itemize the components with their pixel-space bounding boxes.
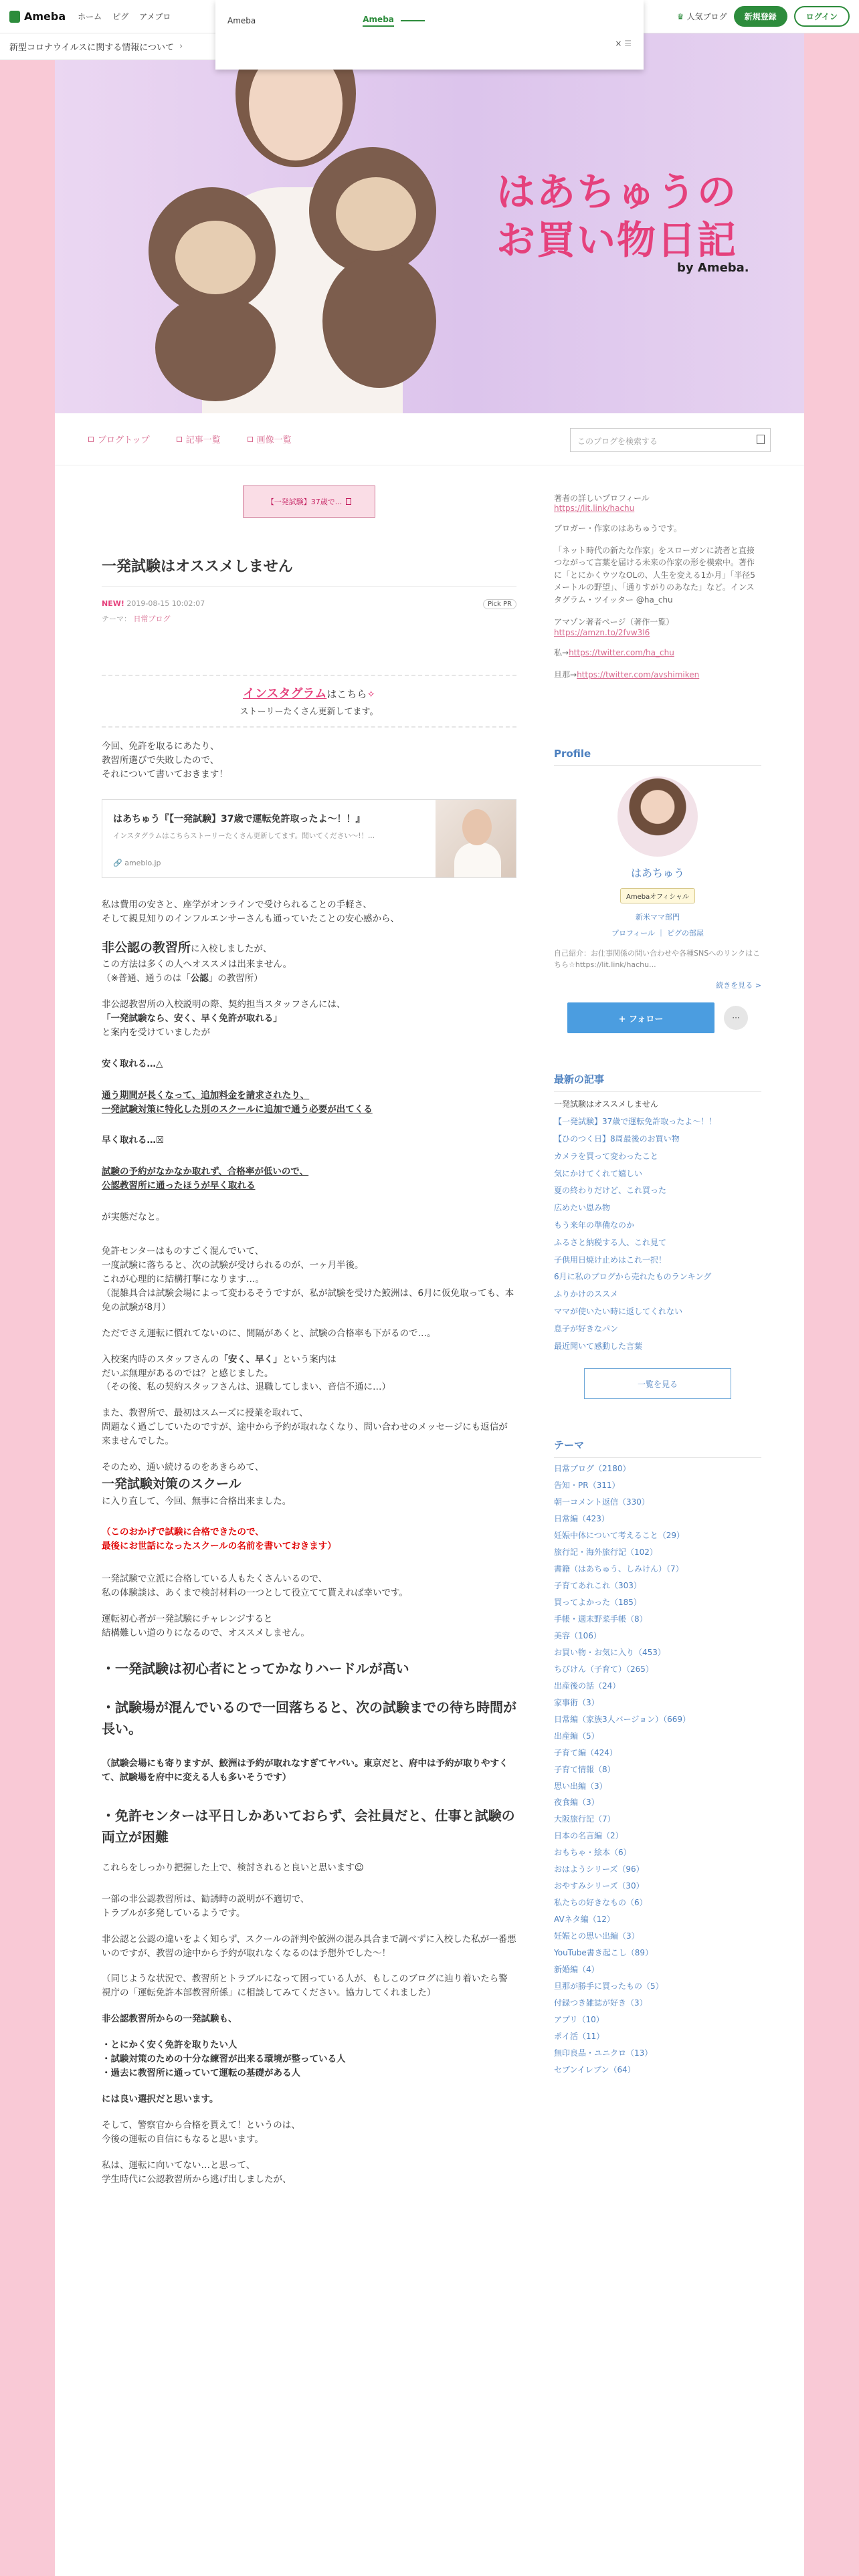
theme-item[interactable]: AVネタ編（12） — [554, 1915, 615, 1925]
theme-item[interactable]: 妊娠との思い出編（3） — [554, 1931, 640, 1941]
embedded-link-card[interactable] — [102, 799, 516, 878]
paragraph-2 — [102, 898, 516, 926]
theme-item[interactable]: セブンイレブン（64） — [554, 2064, 636, 2074]
popup-underline — [401, 20, 425, 21]
signup-button[interactable]: 新規登録 — [734, 6, 787, 27]
text-line: 今後の運転の自信にもなると思います。 — [102, 2133, 264, 2145]
thumb-body — [454, 843, 501, 877]
cheap-heading: 安く取れる…△ — [102, 1058, 163, 1069]
instagram-link[interactable]: インスタグラム — [243, 687, 327, 701]
nav-ameblo[interactable]: アメブロ — [139, 12, 171, 21]
text-line: 非公認教習所の入校説明の際、契約担当スタッフさんには、 — [102, 998, 346, 1010]
cheap-detail — [102, 1089, 516, 1117]
profile-name[interactable]: はあちゅう — [630, 867, 684, 880]
text-line: 一発試験で立派に合格している人もたくさんいるので、 — [102, 1574, 328, 1585]
theme-item[interactable]: 日本の名言編（2） — [554, 1831, 624, 1841]
paragraph-18 — [102, 2119, 516, 2147]
header-actions — [677, 6, 850, 27]
text-line: 私は、運転に向いてない…と思って、 — [102, 2159, 256, 2171]
recent-article[interactable]: 【一発試験】37歳で運転免許取ったよ〜！！ — [554, 1117, 717, 1127]
close-icon: × — [615, 39, 622, 48]
theme-item[interactable]: 大阪旅行記（7） — [554, 1814, 615, 1824]
text-span: 入校案内時のスタッフさんの — [102, 1354, 219, 1365]
menu-lines-icon: ☰ — [624, 39, 632, 48]
popup-ameba-label: Ameba — [227, 16, 256, 25]
theme-item[interactable]: 子育てあれこれ（303） — [554, 1581, 642, 1591]
text-line: だいぶ無理があるのでは？と感じました。 — [102, 1368, 274, 1379]
text-line: 私の体験談は、あくまで検討材料の一つとして役立てて貰えれば幸いです。 — [102, 1588, 408, 1599]
text-line: そして、警察官から合格を貰えて！というのは、 — [102, 2119, 300, 2131]
ameba-logo[interactable] — [9, 10, 66, 23]
list-item: ・試験対策のための十分な練習が出来る環境が整っている人 — [102, 2054, 346, 2065]
text-span: という案内は — [282, 1354, 337, 1365]
list-item: ・過去に教習所に通っていて運転の基礎がある人 — [102, 2068, 300, 2079]
emphasis-test-school: 一発試験対策のスクール — [102, 1477, 242, 1492]
text-line: に入り直して、今回、無事に合格出来ました。 — [102, 1495, 292, 1507]
red-note — [102, 1525, 516, 1553]
text-line: と案内を受けていましたが — [102, 1027, 210, 1038]
article-theme — [102, 613, 516, 624]
sidebar-twitter — [554, 647, 761, 659]
text-line-underline: 公認教習所に通ったほうが早く取れる — [102, 1180, 256, 1192]
paragraph-3 — [102, 938, 516, 986]
new-badge: NEW! — [102, 599, 124, 608]
subnav-image-list-label: 画像一覧 — [256, 435, 292, 445]
theme-item[interactable]: 手帳・週末野菜手帳（8） — [554, 1614, 648, 1624]
paragraph-15: （同じような状況で、教習所とトラブルになって困っている人が、もしこのブログに辿り着いたら警視庁の「運転免許本部教習所係」に相談してみてください。協力してくれました） — [102, 1973, 508, 1999]
blog-search-placeholder: このブログを検索する — [577, 437, 658, 446]
paragraph-intro — [102, 740, 516, 782]
subnav-blog-top[interactable] — [88, 433, 150, 445]
paragraph-10 — [102, 1572, 516, 1600]
text-span: （※普通、通うのは「 — [102, 972, 191, 984]
ameba-logo-text: Ameba — [24, 10, 66, 23]
paragraph-11 — [102, 1612, 516, 1640]
popular-blogs-label: 人気ブログ — [686, 12, 727, 21]
text-line: そのため、通い続けるのをあきらめて、 — [102, 1462, 264, 1473]
sparkle-icon: ✧ — [367, 688, 375, 700]
paragraph-14: 非公認と公認の違いをよく知らず、スクールの評判や鮫洲の混み具合まで調べずに入校した私が一番悪いのですが、教習の途中から予約が取れなくなるのは予想外でした〜！ — [102, 1933, 516, 1959]
theme-item[interactable]: 子育て編（424） — [554, 1747, 617, 1757]
text-line: （その後、私の契約スタッフさんは、退職してしまい、音信不通に…） — [102, 1382, 391, 1393]
paragraph-6: ただでさえ運転に慣れてないのに、間隔があくと、試験の合格率も下がるので…。 — [102, 1327, 436, 1339]
theme-item[interactable]: 書籍（はあちゅう、しみけん）（7） — [554, 1564, 684, 1574]
paragraph-19 — [102, 2159, 516, 2187]
text-line: 今回、免許を取るにあたり、 — [102, 741, 219, 752]
theme-item[interactable]: 旦那が勝手に買ったもの（5） — [554, 1981, 664, 1991]
husband-prefix: 旦那→ — [554, 669, 577, 679]
nav-pigg[interactable]: ピグ — [112, 12, 129, 21]
profile-category[interactable]: 新米ママ部門 — [636, 913, 680, 922]
square-icon — [177, 437, 182, 442]
popup-close-button[interactable] — [615, 39, 632, 48]
theme-item[interactable]: お買い物・お気に入り（453） — [554, 1647, 666, 1657]
search-icon[interactable] — [757, 435, 765, 444]
point-heading-3: ・免許センターは平日しかあいておらず、会社員だと、仕事と試験の両立が困難 — [102, 1807, 515, 1845]
theme-item[interactable]: 思い出編（3） — [554, 1781, 607, 1791]
article-meta — [102, 599, 516, 609]
text-line: トラブルが多発しているようです。 — [102, 1907, 246, 1919]
banner-title-line1: はあちゅうの — [496, 169, 738, 215]
recent-article[interactable]: 一発試験はオススメしません — [554, 1099, 658, 1109]
theme-item[interactable]: 夜食編（3） — [554, 1798, 599, 1808]
sidebar-about: 著者の詳しいプロフィール — [554, 494, 650, 503]
recent-article[interactable]: ふりかけのススメ — [554, 1289, 619, 1299]
paragraph-17: には良い選択だと思います。 — [102, 2093, 219, 2105]
paragraph-12: これらをしっかり把握した上で、検討されると良いと思います☺ — [102, 1862, 364, 1873]
text-line-underline: 通う期間が長くなって、追加料金を請求されたり、 — [102, 1089, 310, 1101]
recent-article[interactable]: 6月に私のブログから売れたものランキング — [554, 1272, 712, 1282]
reality-text: が実態だなと。 — [102, 1212, 165, 1223]
recent-article[interactable]: 子供用日焼け止めはこれ一択！ — [554, 1255, 667, 1265]
twitter-link[interactable]: https://twitter.com/ha_chu — [569, 648, 674, 658]
theme-item[interactable]: おやすみシリーズ（30） — [554, 1881, 644, 1891]
paragraph-5 — [102, 1245, 516, 1315]
theme-item[interactable]: アプリ（10） — [554, 2014, 604, 2024]
fast-detail — [102, 1165, 516, 1193]
paragraph-13 — [102, 1893, 516, 1921]
text-line-underline: 一発試験対策に特化した別のスクールに追加で通う必要が出てくる — [102, 1103, 373, 1115]
banner-title-line2: お買い物日記 — [496, 217, 738, 263]
pick-pr-button[interactable]: Pick PR — [483, 599, 516, 609]
text-line: 一部の非公認教習所は、勧誘時の説明が不適切で、 — [102, 1893, 310, 1905]
text-line: 教習所選びで失敗したので、 — [102, 754, 219, 766]
more-options-button[interactable]: ··· — [724, 1006, 748, 1030]
theme-link[interactable]: 日常ブログ — [133, 615, 171, 623]
instagram-suffix: はこちら — [326, 688, 367, 700]
husband-link[interactable]: https://twitter.com/avshimiken — [577, 669, 700, 679]
pr-article-label: 【一発試験】37歳で... — [266, 498, 343, 506]
link-card-desc: インスタグラムはこちらストーリーたくさん更新してます。聞いてください〜!！... — [113, 831, 375, 840]
theme-item[interactable]: 旅行記・海外旅行記（102） — [554, 1547, 658, 1558]
blog-sidebar — [554, 492, 761, 2078]
text-line: （混雑具合は試験会場によって変わるそうですが、私が試験を受けた鮫洲は、6月に仮免取っても、本免の試験が8月） — [102, 1287, 514, 1313]
recent-article[interactable]: ふるさと納税する人、これ見て — [554, 1237, 667, 1247]
profile-description: 自己紹介：お仕事関係の問い合わせや各種SNSへのリンクはこちら☆https://lit.link/hachu... — [554, 949, 760, 970]
text-span: 」の教習所） — [208, 972, 263, 984]
theme-item[interactable]: 妊娠中体について考えること（29） — [554, 1531, 685, 1541]
subnav-entry-list-label: 記事一覧 — [185, 435, 221, 445]
sidebar-intro1: ブロガー・作家のはあちゅうです。 — [554, 524, 682, 533]
login-button[interactable]: ログイン — [794, 6, 850, 27]
external-link-icon — [346, 498, 351, 505]
theme-item[interactable]: 新婚編（4） — [554, 1964, 599, 1974]
paragraph-16: 非公認教習所からの一発試験も、 — [102, 2014, 237, 2025]
popular-blogs-link[interactable] — [677, 11, 727, 22]
sidebar-intro2: 「ネット時代の新たな作家」をスローガンに読者と直接つながって言葉を届ける未来の作家の形を模索中。著作に「とにかくウツなOLの、人生を変える1か月」「半径5メートルの野望」、「通りすがりのあなた」など。インスタグラム・ツイッター @ha_chu — [554, 545, 755, 605]
blog-subnav — [55, 413, 804, 465]
subnav-image-list[interactable] — [248, 433, 292, 445]
monkey-plush-right-face — [336, 177, 416, 251]
recent-article[interactable]: 最近聞いて感動した言葉 — [554, 1341, 643, 1351]
recent-articles-list — [554, 1096, 761, 1355]
text-span-bold: 公認 — [190, 972, 209, 984]
recent-article[interactable]: カメラを買って変わったこと — [554, 1151, 658, 1161]
instagram-callout — [102, 675, 516, 728]
sidebar-amazon: アマゾン著者ページ（著作一覧） — [554, 617, 674, 627]
link-card-title: はあちゅう『【一発試験】37歳で運転免許取ったよ〜！！』 — [113, 813, 365, 825]
main-content-area — [55, 465, 804, 2576]
emphasis-unofficial-school: 非公認の教習所 — [102, 940, 191, 955]
subnav-entry-list[interactable] — [177, 433, 221, 445]
text-span-bold: 「安く、早く」 — [219, 1354, 282, 1365]
theme-item[interactable]: 子育て情報（8） — [554, 1764, 615, 1774]
profile-avatar[interactable] — [617, 776, 698, 857]
view-all-button[interactable]: 一覧を見る — [584, 1368, 731, 1399]
text-line: 一度試験に落ちると、次の試験が受けられるのが、一ヶ月半後。 — [102, 1260, 364, 1271]
thumb-face — [462, 809, 492, 845]
follow-row — [567, 1002, 761, 1033]
theme-item[interactable]: 家事術（3） — [554, 1697, 599, 1707]
twitter-prefix: 私→ — [554, 648, 569, 658]
pr-article-button[interactable] — [243, 486, 375, 518]
nav-home[interactable]: ホーム — [78, 12, 102, 21]
paragraph-9 — [102, 1461, 516, 1508]
instagram-line2: ストーリーたくさん更新してます。 — [240, 707, 379, 717]
recent-article[interactable]: 気にかけてくれて嬉しい — [554, 1168, 643, 1178]
theme-item[interactable]: 告知・PR（311） — [554, 1481, 620, 1491]
theme-section-title: テーマ — [554, 1438, 761, 1458]
covid-notice-text: 新型コロナウイルスに関する情報について — [9, 43, 174, 53]
profile-link[interactable]: プロフィール — [611, 929, 655, 938]
recent-article[interactable]: 【ひのつく日】8周最後のお買い物 — [554, 1134, 680, 1144]
theme-label: テーマ： — [102, 615, 131, 623]
theme-item[interactable]: おはようシリーズ（96） — [554, 1864, 644, 1874]
link-card-domain-text: ameblo.jp — [124, 858, 161, 867]
theme-item[interactable]: ポイ活（11） — [554, 2031, 605, 2041]
theme-item[interactable]: 買ってよかった（185） — [554, 1598, 642, 1608]
text-line: また、教習所で、最初はスムーズに授業を取れて、 — [102, 1408, 308, 1419]
text-line: 学生時代に公認教習所から逃げ出しましたが、 — [102, 2173, 292, 2185]
theme-item[interactable]: おもちゃ・絵本（6） — [554, 1848, 632, 1858]
theme-list — [554, 1461, 761, 2078]
theme-item[interactable]: 出産編（5） — [554, 1731, 599, 1741]
theme-item[interactable]: 出産後の話（24） — [554, 1681, 621, 1691]
text-line-bold: 「一発試験なら、安く、早く免許が取れる」 — [102, 1012, 282, 1024]
square-icon — [248, 437, 253, 442]
monkey-plush-left-face — [175, 221, 256, 294]
dropdown-popup — [215, 0, 644, 70]
banner-by-ameba: by Ameba. — [677, 261, 749, 275]
text-span: に入校しましたが、 — [191, 943, 272, 954]
paragraph-4 — [102, 998, 516, 1040]
article-title: 一発試験はオススメしません — [102, 555, 516, 587]
popup-ameba-tab[interactable]: Ameba — [363, 15, 394, 27]
link-card-thumbnail — [436, 800, 516, 877]
text-line: これが心理的に結構打撃になります…。 — [102, 1273, 264, 1285]
subnav-blog-top-label: ブログトップ — [98, 435, 150, 445]
square-icon — [88, 437, 94, 442]
text-line: それについて書いておきます！ — [102, 768, 228, 780]
recommend-list — [102, 2038, 516, 2080]
blog-header-banner[interactable] — [55, 33, 804, 413]
article-datetime: 2019-08-15 10:02:07 — [126, 599, 205, 608]
recent-article[interactable]: 広めたい恩み物 — [554, 1203, 611, 1213]
blog-search-input[interactable] — [570, 428, 771, 452]
list-item: ・とにかく安く免許を取りたい人 — [102, 2040, 237, 2051]
link-card-domain — [113, 859, 161, 867]
theme-item[interactable]: 日常編（423） — [554, 1514, 609, 1524]
recent-section-title: 最新の記事 — [554, 1072, 761, 1092]
monkey-plush-right-body — [322, 254, 436, 388]
text-line: 運転初心者が一発試験にチャレンジすると — [102, 1614, 273, 1625]
official-badge: Amebaオフィシャル — [620, 888, 695, 903]
red-note-line: 最後にお世話になったスクールの名前を書いておきます） — [102, 1541, 337, 1552]
theme-item[interactable]: 無印良品・ユニクロ（13） — [554, 2048, 653, 2058]
point-heading-1: ・一発試験は初心者にとってかなりハードルが高い — [102, 1660, 409, 1677]
recent-article[interactable]: もう来年の準備なのか — [554, 1220, 635, 1230]
point-note-2: （試験会場にも寄りますが、鮫洲は予約が取れなすぎてヤバい。東京だと、府中は予約が取りやすくて、試験場を府中に変える人も多いそうです） — [102, 1757, 508, 1783]
paragraph-7 — [102, 1353, 516, 1395]
recent-article[interactable]: 息子が好きなパン — [554, 1323, 619, 1333]
text-line: 免許センターはものすごく混んでいて、 — [102, 1246, 264, 1257]
chevron-right-icon: › — [179, 41, 183, 51]
pigg-room-link[interactable]: ピグの部屋 — [666, 929, 704, 938]
ameba-logo-icon — [9, 11, 20, 23]
text-line: 結構難しい道のりになるので、オススメしません。 — [102, 1628, 310, 1639]
text-line: 問題なく過ごしていたのですが、途中から予約が取れなくなり、問い合わせのメッセージにも返信が来ませんでした。 — [102, 1422, 508, 1447]
text-line: そして親見知りのインフルエンサーさんも通っていたことの安心感から、 — [102, 913, 399, 924]
monkey-plush-left-body — [155, 294, 276, 401]
recent-article[interactable]: ママが使いたい時に返してくれない — [554, 1307, 683, 1316]
link-icon: 🔗 — [113, 858, 122, 867]
sidebar-husband — [554, 669, 761, 681]
text-line: 私は費用の安さと、座学がオンラインで受けられることの手軽さ、 — [102, 899, 373, 910]
follow-button[interactable]: + フォロー — [567, 1002, 714, 1033]
point-heading-2: ・試験場が混んでいるので一回落ちると、次の試験までの待ち時間が長い。 — [102, 1699, 516, 1737]
text-line-underline: 試験の予約がなかなか取れず、合格率が低いので、 — [102, 1166, 309, 1178]
paragraph-8 — [102, 1406, 516, 1448]
covid-notice-bar[interactable] — [0, 33, 227, 60]
red-note-line: （このおかげで試験に合格できたので、 — [102, 1527, 264, 1538]
sidebar-about-link[interactable]: https://lit.link/hachu — [554, 504, 635, 513]
theme-item[interactable]: 日常編（家族3人バージョン）（669） — [554, 1714, 691, 1724]
theme-item[interactable]: 付録つき雑誌が好き（3） — [554, 1998, 648, 2008]
text-line: この方法は多くの人へオススメは出来ません。 — [102, 959, 292, 970]
crown-icon: ♛ — [676, 11, 684, 21]
theme-item[interactable]: 美容（106） — [554, 1630, 601, 1640]
theme-item[interactable]: 日常ブログ（2180） — [554, 1464, 631, 1474]
profile-section-title: Profile — [554, 748, 761, 766]
profile-links: プロフィール ｜ ピグの部屋 — [611, 929, 704, 938]
read-more-link[interactable]: 続きを見る > — [716, 981, 761, 990]
theme-item[interactable]: 朝一コメント返信（330） — [554, 1497, 650, 1507]
blog-article — [102, 486, 516, 2187]
fast-heading: 早く取れる…☒ — [102, 1135, 165, 1146]
theme-item[interactable]: 私たちの好きなもの（6） — [554, 1898, 648, 1908]
recent-article[interactable]: 夏の終わりだけど、これ買った — [554, 1186, 667, 1196]
theme-item[interactable]: ちびけん（子育て）（265） — [554, 1664, 654, 1674]
theme-item[interactable]: YouTube書き起こし（89） — [554, 1948, 654, 1958]
sidebar-amazon-link[interactable]: https://amzn.to/2fvw3l6 — [554, 628, 650, 638]
